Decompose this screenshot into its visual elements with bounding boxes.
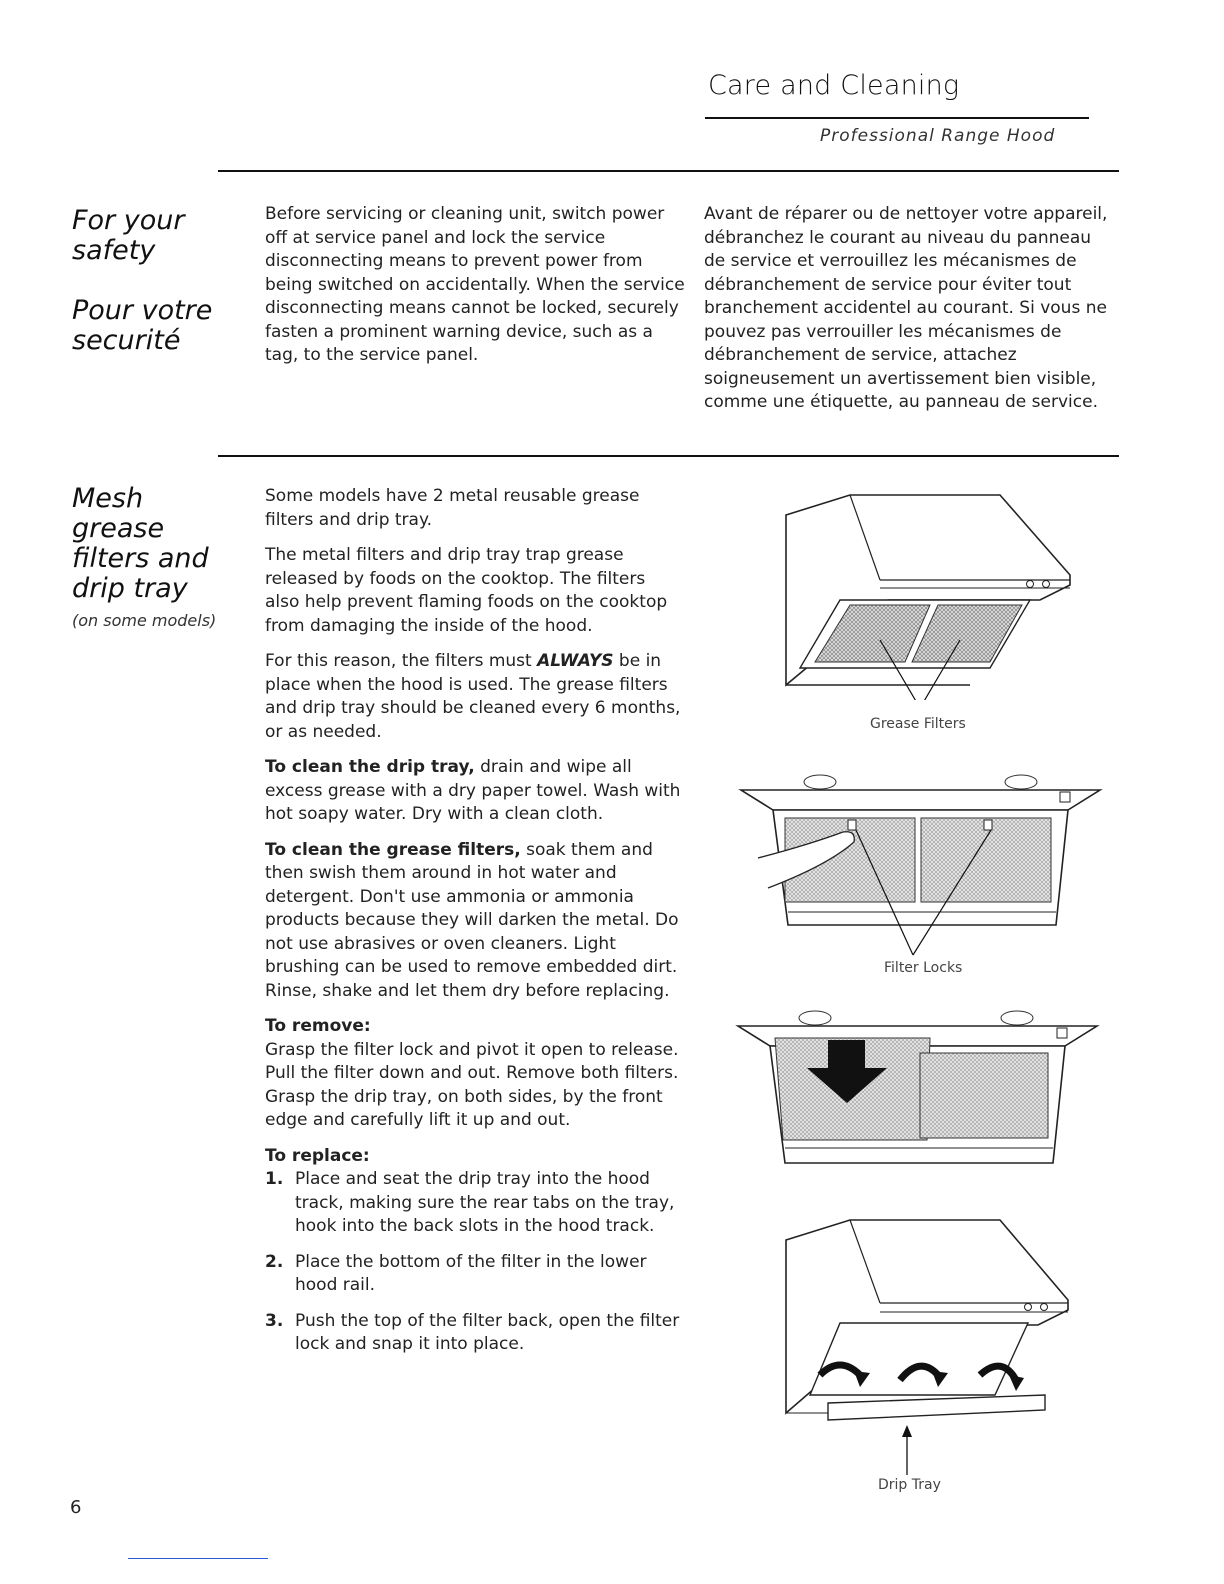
- filter-locks-caption: Filter Locks: [884, 960, 963, 976]
- safety-text-en: Before servicing or cleaning unit, switch power off at service panel and lock the service disconnecting means to prevent power from being switched on accidentally. When the service disconnecting means cannot be locked, securely fasten a prominent warning device, such as a tag, to the service panel.: [265, 204, 685, 365]
- grease-filters-illustration: [780, 490, 1080, 700]
- mesh-body: [265, 485, 683, 1369]
- replace-steps: [265, 1168, 683, 1357]
- footer-link-line: [128, 1558, 268, 1559]
- section-divider-middle: [218, 455, 1119, 457]
- header-divider: [705, 117, 1089, 119]
- filter-locks-illustration: [738, 770, 1103, 960]
- remove-text: Grasp the filter lock and pivot it open to release. Pull the filter down and out. Remove both filters. Grasp the drip tray, on both sides, by the front edge and carefully lift it up and out.: [265, 1039, 679, 1130]
- list-item: 1. Place and seat the drip tray into the hood track, making sure the rear tabs on the tray, hook into the back slots in the hood track.: [265, 1169, 675, 1236]
- drip-tray-cleaning: To clean the drip tray, drain and wipe all excess grease with a dry paper towel. Wash with hot soapy water. Dry with a clean cloth.: [265, 757, 681, 824]
- safety-heading-fr: Pour votre securité: [72, 295, 213, 356]
- grease-filter-cleaning: To clean the grease filters, soak them and then swish them around in hot water and detergent. Don't use ammonia or ammonia products because they will darken the metal. Do not use abrasives or oven cleaners. Light brushing can be used to remove embedded dirt. Rinse, shake and let them dry before replacing.: [265, 839, 679, 1001]
- page-title: Care and Cleaning: [708, 70, 960, 101]
- page-number: 6: [70, 1497, 82, 1518]
- remove-heading: To remove:: [265, 1016, 371, 1036]
- drip-tray-illustration: [780, 1215, 1070, 1485]
- mesh-para-3: For this reason, the filters must ALWAYS be in place when the hood is used. The grease filters and drip tray should be cleaned every 6 months, or as needed.: [265, 651, 681, 742]
- list-item: 3. Push the top of the filter back, open the filter lock and snap it into place.: [265, 1310, 680, 1354]
- safety-heading-en: For your safety: [72, 205, 185, 266]
- mesh-heading: Mesh grease filters and drip tray: [72, 483, 209, 604]
- section-divider-top: [218, 170, 1119, 172]
- always-emphasis: ALWAYS: [537, 651, 614, 671]
- list-item: 2. Place the bottom of the filter in the lower hood rail.: [265, 1251, 647, 1295]
- replace-heading: To replace:: [265, 1145, 370, 1166]
- mesh-note: (on some models): [72, 611, 217, 630]
- page-subtitle: Professional Range Hood: [820, 126, 1056, 146]
- drip-tray-caption: Drip Tray: [878, 1477, 941, 1493]
- grease-filters-caption: Grease Filters: [870, 716, 966, 732]
- mesh-para-1: Some models have 2 metal reusable grease filters and drip tray.: [265, 486, 640, 530]
- safety-text-fr: Avant de réparer ou de nettoyer votre appareil, débranchez le courant au niveau du panneau de service et verrouillez les mécanismes de débranchement de service pour éviter tout branchement accidentel au courant. Si vous ne pouvez pas verrouiller les mécanismes de débranchement de service, attachez soigneusement un avertissement bien visible, comme une étiquette, au panneau de service.: [704, 204, 1108, 412]
- mesh-para-2: The metal filters and drip tray trap grease released by foods on the cooktop. The filters also help prevent flaming foods on the cooktop from damaging the inside of the hood.: [265, 545, 668, 636]
- filter-removal-illustration: [735, 1008, 1100, 1168]
